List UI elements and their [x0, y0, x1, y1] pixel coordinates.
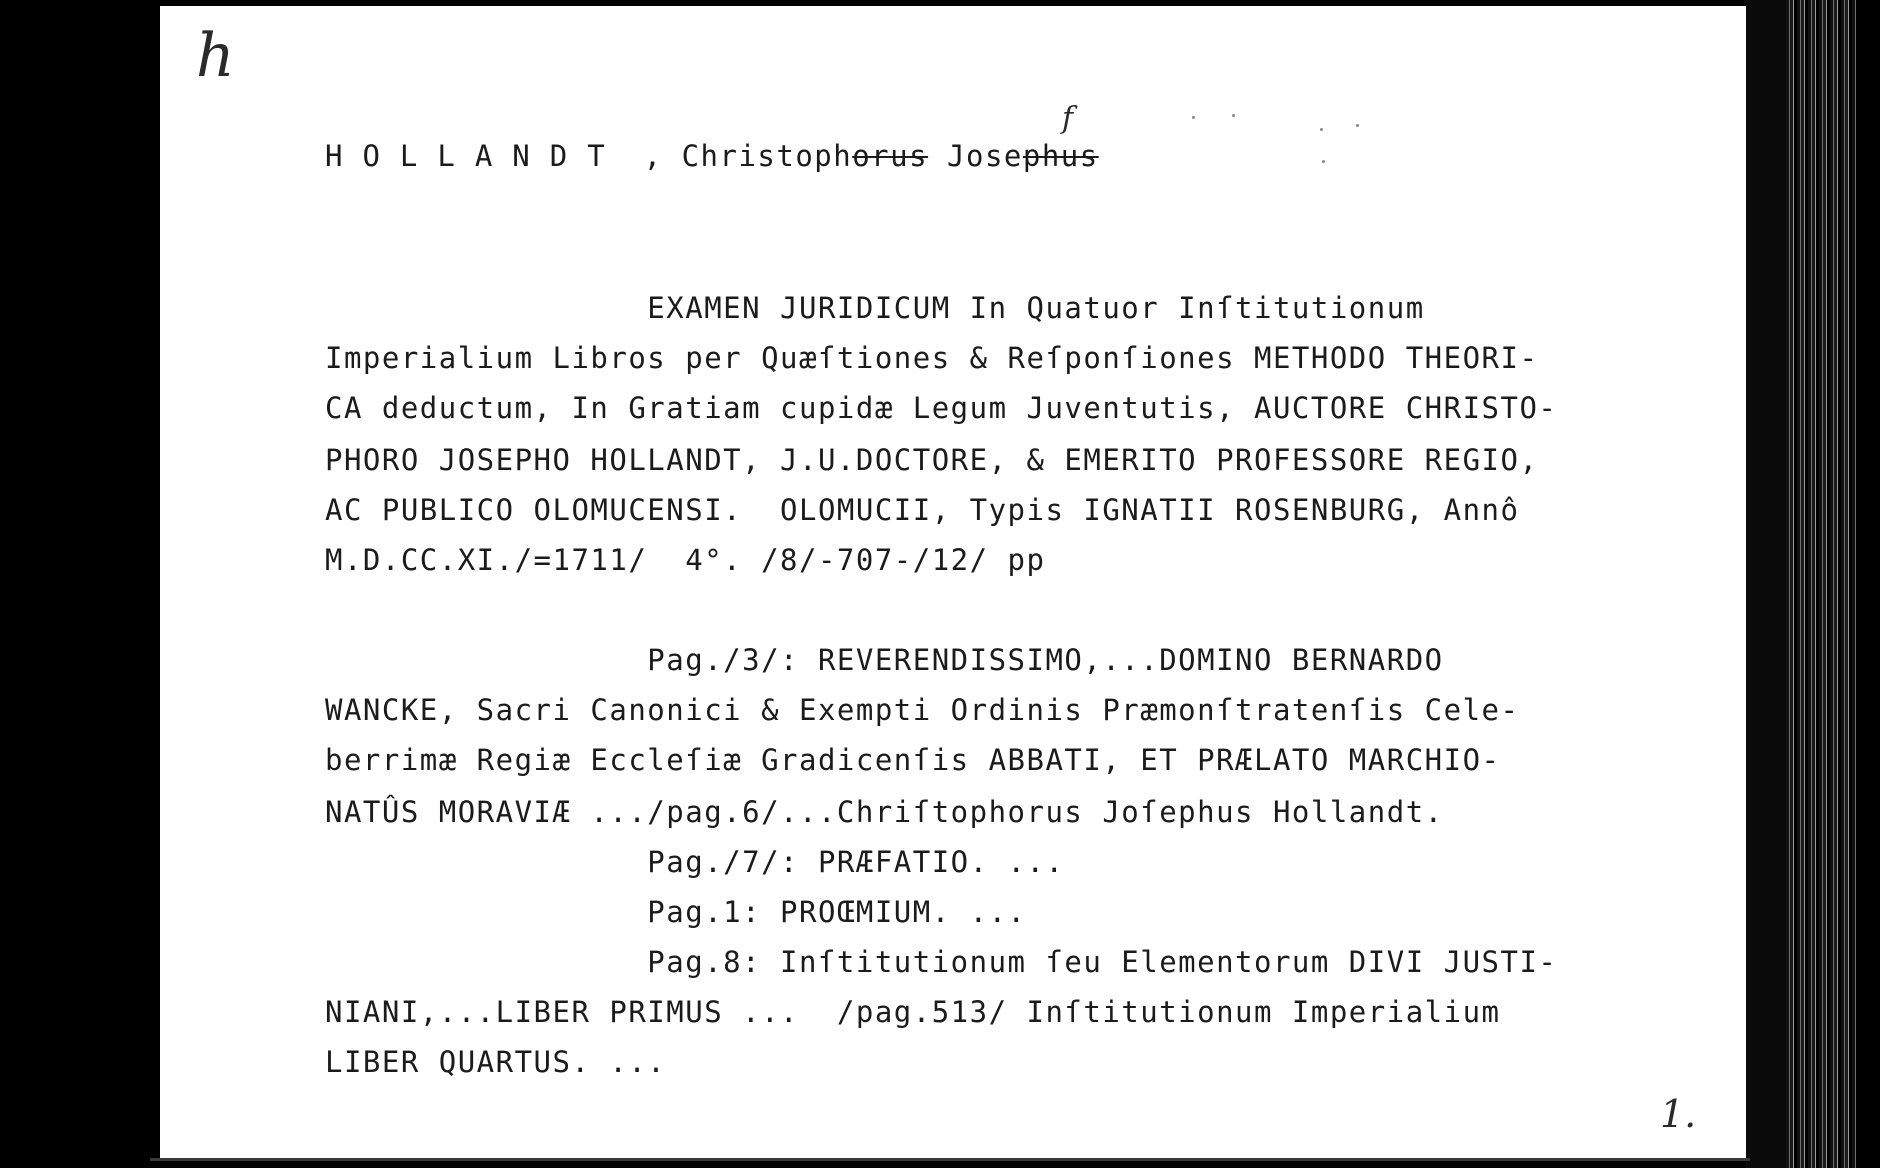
card-text-line: LIBER QUARTUS. ...: [325, 1045, 667, 1079]
card-text-line: berrimæ Regiæ Eccleſiæ Gradicenſis ABBATI, ET PRÆLATO MARCHIO-: [325, 743, 1501, 777]
card-text-line: Pag./7/: PRÆFATIO. ...: [325, 845, 1065, 879]
scan-speck: [1192, 116, 1195, 119]
card-text-line: NIANI,...LIBER PRIMUS ... /pag.513/ Inſtitutionum Imperialium: [325, 995, 1501, 1029]
scan-speck: [1232, 114, 1235, 117]
author-surname: HOLLANDT: [325, 139, 625, 173]
card-text-line: Pag./3/: REVERENDISSIMO,...DOMINO BERNARDO: [325, 643, 1444, 677]
heading-separator: ,: [624, 139, 682, 173]
card-text-line: PHORO JOSEPHO HOLLANDT, J.U.DOCTORE, & EMERITO PROFESSORE REGIO,: [325, 443, 1539, 477]
card-text-line: CA deductum, In Gratiam cupidæ Legum Juventutis, AUCTORE CHRISTO-: [325, 391, 1558, 425]
scan-speck: [1322, 160, 1325, 163]
card-text-line: EXAMEN JURIDICUM In Quatuor Inſtitutionum: [325, 291, 1425, 325]
card-paper: [160, 6, 1746, 1160]
card-text-line: Imperialium Libros per Quæſtiones & Reſponſiones METHODO THEORI-: [325, 341, 1539, 375]
author-given-name-1: Christoph: [681, 139, 853, 173]
page-number-mark: 1.: [1660, 1092, 1697, 1136]
struck-ending-1: orus: [852, 139, 929, 173]
card-text-line: WANCKE, Sacri Canonici & Exempti Ordinis Præmonſtratenſis Cele-: [325, 693, 1520, 727]
given-name-space: [928, 139, 947, 173]
scan-edge-stripes: [1786, 0, 1856, 1168]
card-text-line: Pag.8: Inſtitutionum ſeu Elementorum DIVI JUSTI-: [325, 945, 1558, 979]
card-text-line: Pag.1: PROŒMIUM. ...: [325, 895, 1027, 929]
author-heading: [325, 138, 1099, 174]
card-text-line: M.D.CC.XI./=1711/ 4°. /8/-707-/12/ pp: [325, 543, 1046, 577]
scan-border-right: [1746, 0, 1788, 1168]
struck-ending-2: phus: [1022, 139, 1099, 173]
author-given-name-2: Jose: [947, 139, 1023, 173]
corner-handwritten-mark: h: [196, 21, 235, 91]
scan-border-bottom: [150, 1158, 1750, 1161]
scan-speck: [1356, 124, 1359, 127]
card-text-line: AC PUBLICO OLOMUCENSI. OLOMUCII, Typis IGNATII ROSENBURG, Annô: [325, 493, 1520, 527]
card-text-line: NATÛS MORAVIÆ .../pag.6/...Chriſtophorus Joſephus Hollandt.: [325, 795, 1444, 829]
handwritten-correction-mark: f: [1062, 101, 1074, 136]
scan-speck: [1320, 128, 1323, 131]
